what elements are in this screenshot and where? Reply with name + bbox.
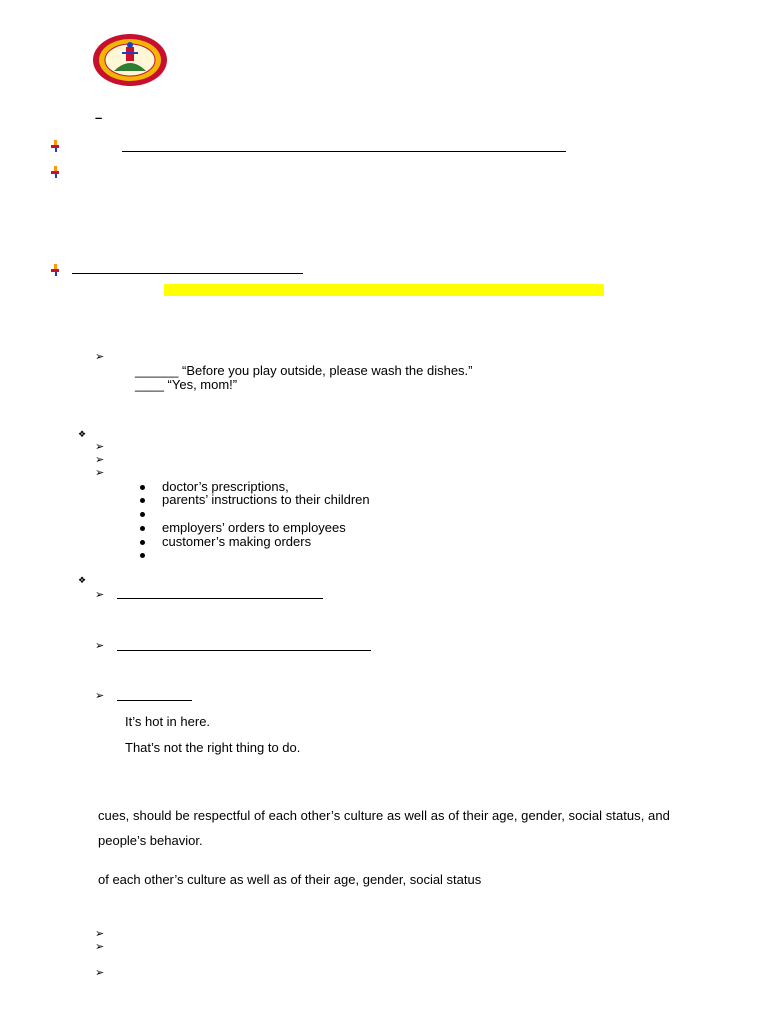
- example-sentence: That’s not the right thing to do.: [125, 740, 301, 755]
- arrow-bullet-icon: ➢: [95, 351, 105, 363]
- paragraph-line: people’s behavior.: [98, 833, 203, 848]
- list-bullet: [140, 526, 145, 531]
- pushpin-icon: [50, 166, 62, 178]
- dialogue-line-2: ____ “Yes, mom!”: [135, 377, 238, 392]
- arrow-bullet-icon: ➢: [95, 454, 105, 466]
- arrow-bullet-icon: ➢: [95, 467, 105, 479]
- list-bullet: [140, 485, 145, 490]
- arrow-bullet-icon: ➢: [95, 441, 105, 453]
- list-item: doctor’s prescriptions,: [162, 479, 289, 494]
- pushpin-icon: [50, 140, 62, 152]
- arrow-bullet-icon: ➢: [95, 967, 105, 979]
- diamond-bullet-icon: ❖: [78, 575, 87, 585]
- list-bullet: [140, 498, 145, 503]
- diamond-bullet-icon: ❖: [78, 429, 87, 439]
- paragraph-line: of each other’s culture as well as of their age, gender, social status: [98, 872, 482, 887]
- list-bullet: [140, 512, 145, 517]
- pushpin-icon: [50, 264, 62, 276]
- heading-underline-2: [72, 273, 303, 274]
- arrow-bullet-icon: ➢: [95, 589, 105, 601]
- list-bullet: [140, 540, 145, 545]
- dialogue-line-1: ______ “Before you play outside, please wash the dishes.”: [135, 363, 473, 378]
- highlighted-text-bar: [164, 284, 604, 296]
- arrow-bullet-icon: ➢: [95, 640, 105, 652]
- list-item: customer’s making orders: [162, 534, 312, 549]
- title-dash: –: [95, 110, 103, 125]
- blank-underline: [117, 700, 192, 701]
- blank-underline: [117, 598, 323, 599]
- list-item: employers’ orders to employees: [162, 520, 346, 535]
- arrow-bullet-icon: ➢: [95, 928, 105, 940]
- university-seal-icon: [92, 33, 168, 87]
- arrow-bullet-icon: ➢: [95, 941, 105, 953]
- blank-underline: [117, 650, 371, 651]
- paragraph-line: cues, should be respectful of each other’s culture as well as of their age, gender, social status, and: [98, 808, 670, 823]
- list-bullet: [140, 553, 145, 558]
- heading-underline-1: [122, 151, 566, 152]
- list-item: parents’ instructions to their children: [162, 492, 370, 507]
- arrow-bullet-icon: ➢: [95, 690, 105, 702]
- example-sentence: It’s hot in here.: [125, 714, 211, 729]
